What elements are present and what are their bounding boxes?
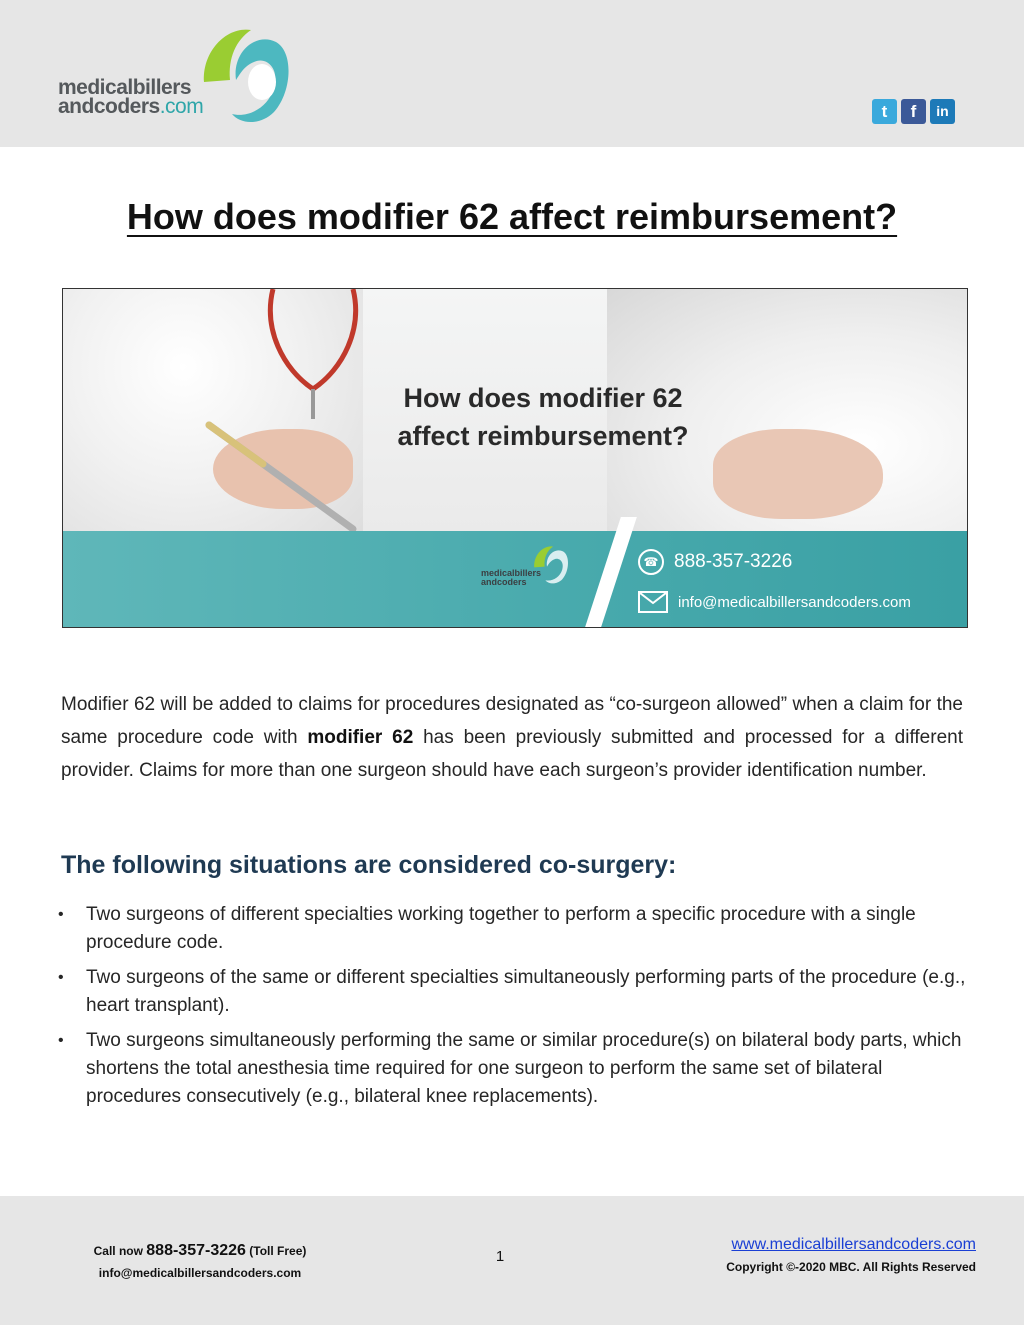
hand-right: [713, 429, 883, 519]
pen-icon: [203, 419, 363, 539]
co-surgery-list: [55, 901, 967, 1118]
logo-wordmark: medicalbillers andcoders.com: [58, 76, 204, 118]
banner-phone-text: 888-357-3226: [674, 551, 793, 572]
phone-icon: ☎: [638, 549, 664, 575]
page-title: How does modifier 62 affect reimbursement?: [126, 196, 898, 237]
banner-logo-text: medicalbillers andcoders: [481, 568, 542, 587]
twitter-icon[interactable]: t: [872, 99, 897, 124]
footer-contact: Call now 888-357-3226 (Toll Free) info@medicalbillersandcoders.com: [60, 1240, 340, 1284]
copyright-text: Copyright ©-2020 MBC. All Rights Reserved: [726, 1260, 976, 1274]
page-footer: [0, 1196, 1024, 1325]
footer-email[interactable]: info@medicalbillersandcoders.com: [98, 1266, 302, 1280]
hero-banner-image: [62, 288, 968, 628]
logo-mark-icon: [196, 22, 296, 130]
banner-heading: How does modifier 62 affect reimbursement?: [397, 383, 689, 451]
banner-logo: [481, 543, 577, 603]
mail-icon: [638, 591, 668, 613]
intro-paragraph: Modifier 62 will be added to claims for procedures designated as “co-surgeon allowed” when a claim for the same procedure code with modifier 62 has been previously submitted and processed for a different provider. Claims for more than one surgeon should have each surgeon’s provider identification number.: [61, 694, 963, 781]
bullet-icon: •: [58, 1032, 64, 1049]
banner-email: [638, 591, 911, 613]
section-heading: The following situations are considered co-surgery:: [61, 851, 677, 879]
list-item: • Two surgeons of different specialties working together to perform a specific procedure with a single procedure code.: [55, 901, 967, 957]
banner-email-text: info@medicalbillersandcoders.com: [678, 593, 911, 611]
social-links: [872, 99, 955, 124]
list-item: • Two surgeons of the same or different specialties simultaneously performing parts of the procedure (e.g., heart transplant).: [55, 964, 967, 1020]
modifier-62-emphasis: modifier 62: [307, 727, 414, 748]
list-item: • Two surgeons simultaneously performing the same or similar procedure(s) on bilateral body parts, which shortens the total anesthesia time required for one surgeon to perform the same set of bilateral procedures consecutively (e.g., bilateral knee replacements).: [55, 1027, 967, 1111]
linkedin-icon[interactable]: in: [930, 99, 955, 124]
stethoscope-icon: [253, 289, 373, 429]
page-header: [0, 0, 1024, 147]
company-logo[interactable]: [58, 22, 298, 132]
footer-right: [680, 1234, 976, 1278]
bullet-icon: •: [58, 906, 64, 923]
page-number: 1: [495, 1248, 505, 1265]
facebook-icon[interactable]: f: [901, 99, 926, 124]
website-link[interactable]: www.medicalbillersandcoders.com: [731, 1236, 976, 1253]
banner-phone: [638, 549, 792, 575]
bullet-icon: •: [58, 969, 64, 986]
footer-phone[interactable]: 888-357-3226: [146, 1242, 246, 1259]
